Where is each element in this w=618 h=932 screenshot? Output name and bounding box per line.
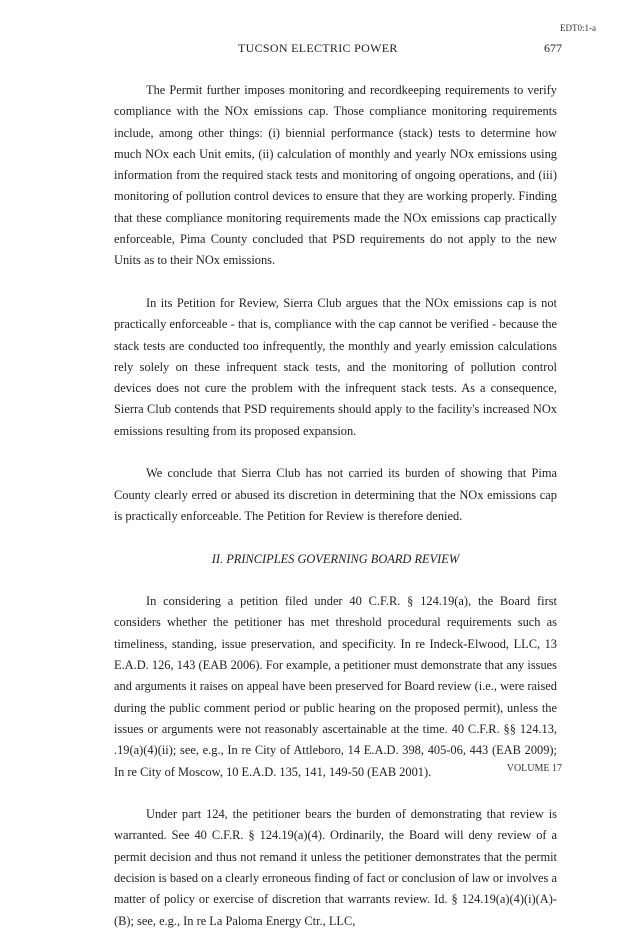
document-id: EDT0:1-a bbox=[560, 23, 596, 33]
volume-footer: VOLUME 17 bbox=[506, 763, 562, 774]
page-number: 677 bbox=[544, 41, 562, 55]
paragraph: In its Petition for Review, Sierra Club argues that the NOx emissions cap is not practically enforceable - that is, compliance with the cap cannot be verified - because the stack tests are conducted too infrequently, the monthly and yearly emission calculations rely solely on these infrequent stack tests, and the monitoring of pollution control devices does not cure the problem with the infrequent stack tests. As a consequence, Sierra Club contends that PSD requirements should apply to the facility's increased NOx emissions resulting from its proposed expansion. bbox=[114, 295, 557, 438]
paragraph: In considering a petition filed under 40 C.F.R. § 124.19(a), the Board first considers whether the petitioner has met threshold procedural requirements such as timeliness, standing, issue preservation, and specificity. In re Indeck-Elwood, LLC, 13 E.A.D. 126, 143 (EAB 2006). For example, a petitioner must demonstrate that any issues and arguments it raises on appeal have been preserved for Board review (i.e., were raised during the public comment period or public hearing on the proposed permit), unless the issues or arguments were not reasonably ascertainable at the time. 40 C.F.R. §§ 124.13, .19(a)(4)(ii); see, e.g., In re City of Attleboro, 14 E.A.D. 398, 405-06, 443 (EAB 2009); In re City of Moscow, 10 E.A.D. 135, 141, 149-50 (EAB 2001). bbox=[114, 594, 557, 779]
body-text bbox=[114, 80, 557, 932]
paragraph: We conclude that Sierra Club has not carried its burden of showing that Pima County clearly erred or abused its discretion in determining that the NOx emissions cap is practically enforceable. The Petition for Review is therefore denied. bbox=[114, 466, 557, 523]
paragraph: The Permit further imposes monitoring and recordkeeping requirements to verify compliance with the NOx emissions cap. Those compliance monitoring requirements include, among other things: (i) biennial performance (stack) tests to determine how much NOx each Unit emits, (ii) calculation of monthly and yearly NOx emissions using information from the required stack tests and monitoring of ongoing operations, and (iii) monitoring of pollution control devices to ensure that they are working properly. Finding that these compliance monitoring requirements made the NOx emissions cap practically enforceable, Pima County concluded that PSD requirements do not apply to the new Units as to their NOx emissions. bbox=[114, 83, 557, 268]
paragraph: Under part 124, the petitioner bears the burden of demonstrating that review is warranted. See 40 C.F.R. § 124.19(a)(4). Ordinarily, the Board will deny review of a permit decision and thus not remand it unless the petitioner demonstrates that the permit decision is based on a clearly erroneous finding of fact or conclusion of law or involves a matter of policy or exercise of discretion that warrants review. Id. § 124.19(a)(4)(i)(A)-(B); see, e.g., In re La Paloma Energy Ctr., LLC, bbox=[114, 807, 557, 928]
header-title: TUCSON ELECTRIC POWER bbox=[238, 41, 398, 55]
section-heading: II. PRINCIPLES GOVERNING BOARD REVIEW bbox=[211, 551, 460, 566]
